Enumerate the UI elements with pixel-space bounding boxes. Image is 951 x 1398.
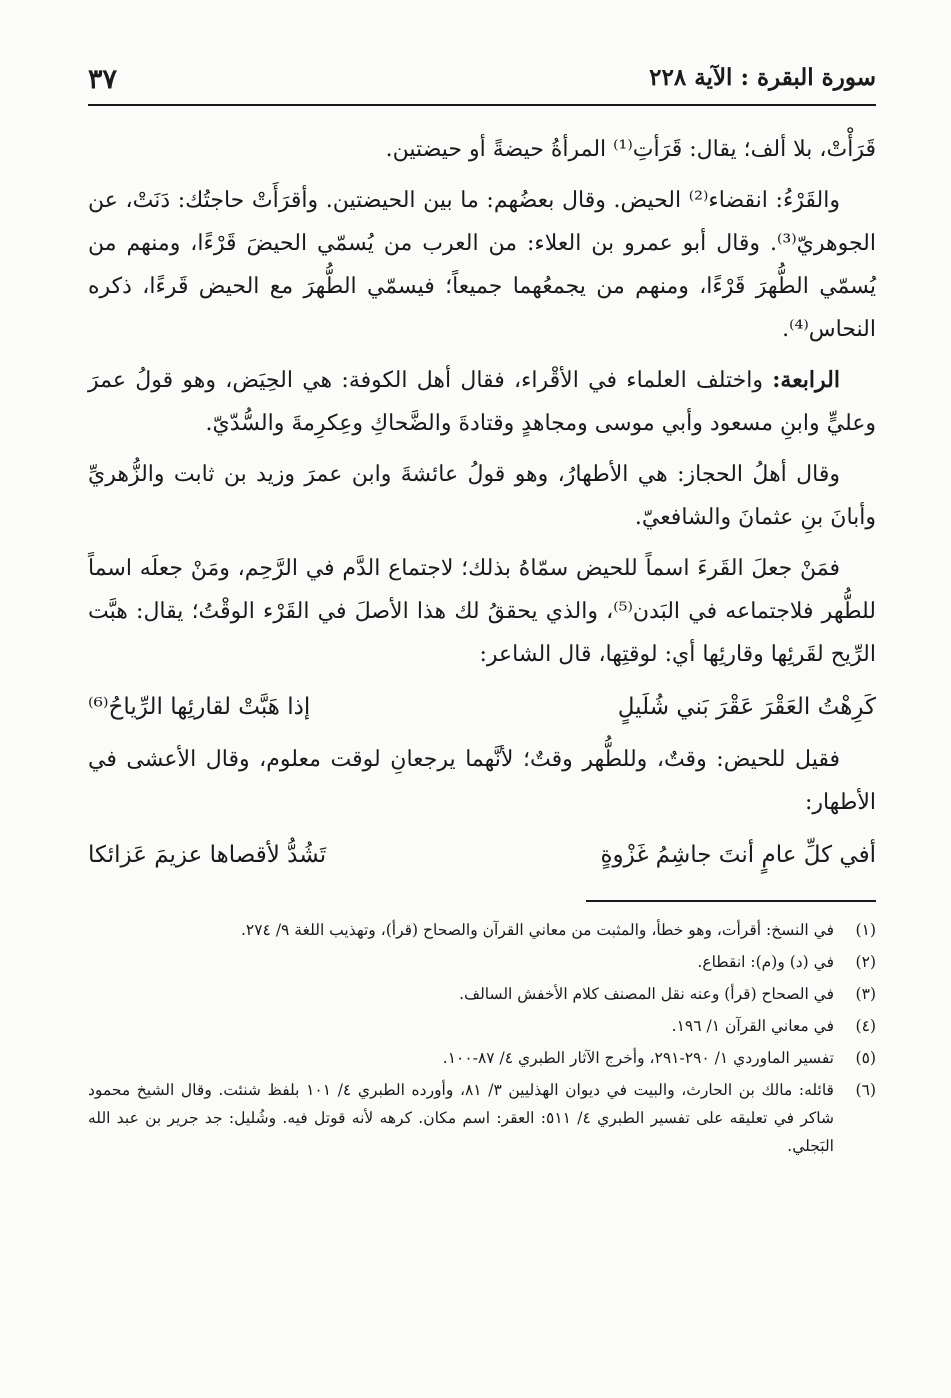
- footnote: [88, 916, 876, 944]
- footnote-text: في (د) و(م): انقطاع.: [697, 953, 834, 971]
- paragraph-6: فقيل للحيض: وقتٌ، وللطُّهر وقتٌ؛ لأنَّهما يرجعانِ لوقت معلوم، وقال الأعشى في الأطهار:: [88, 747, 876, 815]
- footnote: [88, 1076, 876, 1160]
- paragraph-2: والقَرْءُ: انقضاء⁽²⁾ الحيض. وقال بعضُهم: ما بين الحيضتين. وأقرَأَتْ حاجتُك: دَنَتْ، عن الجوهريّ⁽³⁾. وقال أبو عمرو بن العلاء: من العرب من يُسمّي الحيضَ قَرْءًا، ومنهم من يُسمّي الطُّهرَ قَرْءًا، ومنهم من يجمعُهما جميعاً؛ فيسمّي الطُّهرَ مع الحيض قَرءًا، ذكره النحاس⁽⁴⁾.: [88, 188, 876, 342]
- footnote-text: في الصحاح (قرأ) وعنه نقل المصنف كلام الأخفش السالف.: [459, 985, 834, 1003]
- footnote-text: في النسخ: أقرأت، وهو خطأ، والمثبت من معاني القرآن والصحاح (قرأ)، وتهذيب اللغة ٩/ ٢٧٤.: [240, 921, 834, 939]
- section-label: الرابعة:: [772, 367, 840, 393]
- footnote-number: (٣): [855, 985, 876, 1003]
- footnote: [88, 1044, 876, 1072]
- footnote-number: (٥): [855, 1049, 876, 1067]
- footnotes: [88, 916, 876, 1160]
- verse-2: [88, 832, 876, 878]
- verse-1: [88, 684, 876, 730]
- verse-2-second-hemistich: تَشُدُّ لأقصاها عزيمَ عَزائكا: [88, 842, 327, 868]
- footnote-number: (١): [855, 921, 876, 939]
- footnote-number: (٦): [855, 1081, 876, 1099]
- page-header: [88, 60, 876, 106]
- footnote-text: قائله: مالك بن الحارث، والبيت في ديوان الهذليين ٣/ ٨١، وأورده الطبري ٤/ ١٠١ بلفظ شنئت. وقال الشيخ محمود شاكر في تعليقه على تفسير الطبري ٤/ ٥١١: العقر: اسم مكان. كرهه لأنه قوتل فيه. وشُليل: جد جرير بن عبد الله البَجلي.: [88, 1081, 834, 1155]
- page-number: ٣٧: [88, 64, 118, 95]
- paragraph-3-text: واختلف العلماء في الأقْراء، فقال أهل الكوفة: هي الحِيَض، وهو قولُ عمرَ وعليٍّ وابنِ مسعود وأبي موسى ومجاهدٍ وقتادةَ والضَّحاكِ وعِكرِمةَ والسُّدّيّ.: [88, 368, 876, 436]
- paragraph-3: [88, 359, 876, 445]
- book-page: [88, 60, 876, 1164]
- footnote-text: تفسير الماوردي ١/ ٢٩٠-٢٩١، وأخرج الآثار الطبري ٤/ ٨٧-١٠٠.: [442, 1049, 834, 1067]
- footnote-text: في معاني القرآن ١/ ١٩٦.: [671, 1017, 834, 1035]
- verse-1-second-hemistich: إذا هَبَّتْ لقارئِها الرِّياحُ⁽⁶⁾: [88, 694, 311, 720]
- paragraph-5: فمَنْ جعلَ القَرءَ اسماً للحيض سمّاهُ بذلك؛ لاجتماع الدَّم في الرَّحِم، ومَنْ جعلَه اسماً للطُّهر فلاجتماعه في البَدن⁽⁵⁾، والذي يحققُ لك هذا الأصلَ في القَرْء الوقْتُ؛ يقال: هبَّت الرِّيح لقَرئِها وقارئِها أي: لوقتِها، قال الشاعر:: [88, 556, 876, 667]
- paragraph-4: وقال أهلُ الحجاز: هي الأطهارُ، وهو قولُ عائشةَ وابن عمرَ وزيد بن ثابت والزُّهريِّ وأبانَ بنِ عثمانَ والشافعيّ.: [88, 462, 876, 530]
- running-title: سورة البقرة : الآية ٢٢٨: [649, 64, 876, 91]
- footnote: [88, 1012, 876, 1040]
- verse-1-first-hemistich: كَرِهْتُ العَقْرَ عَقْرَ بَني شُلَيلٍ: [617, 694, 876, 720]
- footnote-divider: [586, 900, 876, 902]
- footnote-number: (٤): [855, 1017, 876, 1035]
- footnote-number: (٢): [855, 953, 876, 971]
- footnote: [88, 980, 876, 1008]
- paragraph-1: قَرَأْتْ، بلا ألف؛ يقال: قَرَأتِ⁽¹⁾ المرأةُ حيضةً أو حيضتين.: [385, 137, 876, 162]
- footnote: [88, 948, 876, 976]
- verse-2-first-hemistich: أفي كلِّ عامٍ أنتَ جاشِمُ غَزْوةٍ: [600, 842, 876, 868]
- main-text: [88, 128, 876, 878]
